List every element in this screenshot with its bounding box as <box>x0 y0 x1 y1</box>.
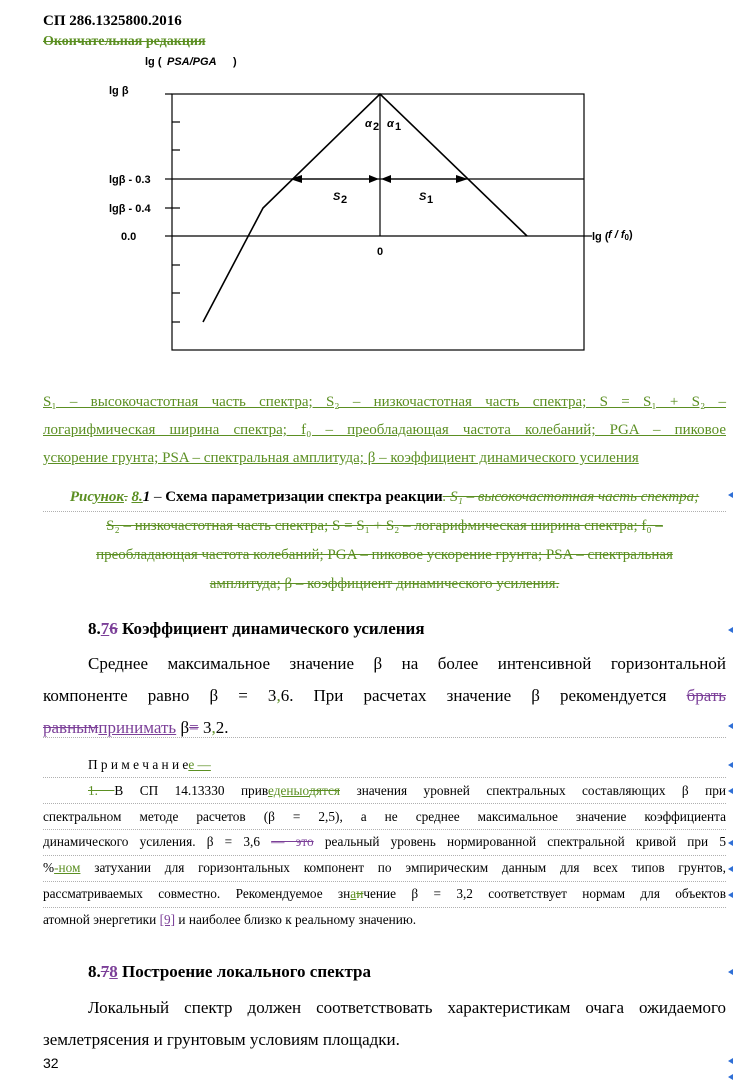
change-marker <box>728 866 733 872</box>
note-block: П р и м е ч а н и ее — 1. В СП 14.13330 приведеныoдятся значения уровней спектральных составляющих β при спектральном методе расчетов (β = 2,5), а не среднее максимальное значение коэффициента динамического усиления. β = 3,6 — это реальный уровень нормированной спектральной кривой при 5 %-ном затухании для горизонтальных компонент по эмпирическим данным для всех типов грунтов, рассматриваемых совместно. Рекомендуемое знаичение β = 3,2 соответствует нормам для объектов атомной энергетики [9] и наиболее близко к реальному значению. <box>43 752 726 933</box>
legend-line-1: S₁ – высокочастотная часть спектра; S₂ – низкочастотная часть спектра; S = S₁ + S₂ – <box>43 394 726 410</box>
change-marker <box>728 969 733 975</box>
s1-label: S <box>419 191 427 203</box>
label-zero-y: 0.0 <box>121 231 137 243</box>
s2-sub: 2 <box>341 194 348 206</box>
edition-label: Окончательная редакция <box>43 34 206 49</box>
section-heading-88: 8.78 Построение локального спектра <box>88 962 371 981</box>
figure-caption: Рисунок. 8.1 – Схема параметризации спектра реакции. S₁ – высокочастотная часть спектра; S₂ – низкочастотная часть спектра; S = S₁ + S₂ – логарифмическая ширина спектра; f₀ – преобладающая частота колебаний; PGA – пиковое ускорение грунта; PSA – спектральная амплитуда; β – коэффициент динамического усиления. <box>69 489 700 592</box>
x-axis-title: f / f0) <box>608 229 633 242</box>
change-marker <box>728 723 733 729</box>
label-zero-x: 0 <box>377 246 384 258</box>
y-axis-title-right: ) <box>233 56 237 68</box>
figure-legend <box>43 388 726 472</box>
y-axis-title-left: lg ( <box>145 56 162 68</box>
spectrum-diagram <box>95 50 615 362</box>
change-marker <box>728 1074 733 1080</box>
label-lgb: lg β <box>109 85 129 97</box>
legend-line-2: логарифмическая ширина спектра; f₀ – преобладающая частота колебаний; PGA – пиковое <box>43 422 726 438</box>
change-marker <box>728 627 733 633</box>
paragraph-local-spectrum: Локальный спектр должен соответствовать характеристикам очага ожидаемого землетрясения и грунтовым условиям площадки. <box>43 998 726 1049</box>
alpha1-label: α <box>387 118 394 130</box>
reference-link[interactable]: [9] <box>159 911 176 927</box>
x-axis-title-left: lg ( <box>592 231 609 243</box>
change-marker <box>728 492 733 498</box>
change-marker <box>728 892 733 898</box>
change-marker <box>728 788 733 794</box>
alpha2-label: α <box>365 118 372 130</box>
y-axis-title-psa: PSA/PGA <box>167 56 217 68</box>
paragraph-beta: Среднее максимальное значение β на более интенсивной горизонтальной компоненте равно β = 3,6. При расчетах значение β рекомендуется брать равнымпринимать β= 3,2. <box>43 654 726 737</box>
caption-title: Схема параметризации спектра реакции <box>165 489 443 505</box>
change-marker <box>728 762 733 768</box>
alpha2-sub: 2 <box>373 121 380 133</box>
s1-sub: 1 <box>427 194 434 206</box>
label-lgb-03: lgβ - 0.3 <box>109 174 151 186</box>
change-marker <box>728 1058 733 1064</box>
label-lgb-04: lgβ - 0.4 <box>109 203 151 215</box>
note-label: П р и м е ч а н и ее — <box>88 757 211 772</box>
section-heading-87: 8.76 Коэффициент динамического усиления <box>88 619 425 638</box>
document-code: СП 286.1325800.2016 <box>43 13 182 29</box>
legend-line-3: ускорение грунта; PSA – спектральная амплитуда; β – коэффициент динамического усиления <box>43 450 639 466</box>
change-marker <box>728 840 733 846</box>
alpha1-sub: 1 <box>395 121 402 133</box>
page-number: 32 <box>43 1055 59 1071</box>
s2-label: S <box>333 191 341 203</box>
